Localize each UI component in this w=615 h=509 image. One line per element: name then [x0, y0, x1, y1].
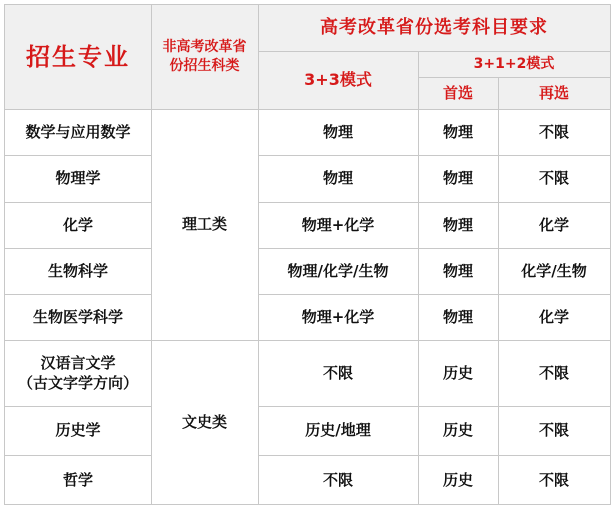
- row-first: 物理: [442, 307, 473, 326]
- row-second: 化学: [538, 215, 569, 234]
- row-second: 不限: [538, 470, 569, 489]
- table-border: [4, 4, 611, 505]
- row-second: 化学/生物: [521, 261, 587, 280]
- header-major: 招生专业: [26, 42, 130, 71]
- row-major-line1: 汉语言文学: [40, 353, 116, 372]
- grid-line: [5, 406, 151, 407]
- grid-line: [258, 5, 259, 505]
- grid-line: [258, 294, 610, 295]
- row-first: 物理: [442, 261, 473, 280]
- row-major-line2: （古文字学方向）: [17, 374, 138, 392]
- grid-line: [418, 51, 419, 505]
- row-major: 化学: [62, 215, 93, 234]
- grid-line: [258, 202, 610, 203]
- row-first: 历史: [442, 363, 473, 382]
- header-mode-33: 3+3模式: [304, 70, 372, 90]
- grid-line: [258, 248, 610, 249]
- row-first: 物理: [442, 215, 473, 234]
- header-non-reform-line1: 非高考改革省: [162, 39, 247, 56]
- grid-line: [258, 51, 610, 52]
- row-mode-33: 物理/化学/生物: [287, 261, 389, 280]
- row-mode-33: 物理: [322, 169, 353, 188]
- row-mode-33: 不限: [322, 470, 353, 489]
- row-major: 生物科学: [47, 261, 108, 280]
- row-major: 物理学: [55, 169, 101, 188]
- row-first: 物理: [442, 122, 473, 141]
- row-major: 生物医学科学: [32, 307, 123, 326]
- grid-line: [5, 294, 151, 295]
- row-mode-33: 物理+化学: [301, 307, 375, 326]
- grid-line: [258, 406, 610, 407]
- row-first: 物理: [442, 169, 473, 188]
- row-second: 不限: [538, 169, 569, 188]
- header-second: 再选: [538, 83, 569, 102]
- row-mode-33: 不限: [322, 363, 353, 382]
- grid-line: [5, 340, 610, 341]
- header-mode-312: 3+1+2模式: [473, 55, 555, 72]
- grid-line: [151, 5, 152, 505]
- grid-line: [5, 202, 151, 203]
- row-second: 化学: [538, 307, 569, 326]
- category-arts: 文史类: [181, 413, 227, 432]
- row-major: 哲学: [62, 470, 93, 489]
- row-major: 历史学: [55, 421, 101, 440]
- row-second: 不限: [538, 363, 569, 382]
- grid-line: [5, 248, 151, 249]
- row-major: 数学与应用数学: [25, 122, 131, 141]
- row-second: 不限: [538, 122, 569, 141]
- row-first: 历史: [442, 421, 473, 440]
- row-mode-33: 物理+化学: [301, 215, 375, 234]
- grid-line: [418, 77, 610, 78]
- header-reform-title: 高考改革省份选考科目要求: [320, 16, 548, 38]
- row-second: 不限: [538, 421, 569, 440]
- row-mode-33: 物理: [322, 122, 353, 141]
- row-mode-33: 历史/地理: [305, 421, 371, 440]
- grid-line: [258, 155, 610, 156]
- grid-line: [258, 455, 610, 456]
- grid-line: [498, 77, 499, 505]
- header-first: 首选: [442, 83, 473, 102]
- grid-line: [5, 109, 610, 110]
- grid-line: [5, 155, 151, 156]
- grid-line: [5, 455, 151, 456]
- category-science: 理工类: [181, 215, 227, 234]
- header-non-reform-line2: 份招生科类: [169, 58, 240, 74]
- row-first: 历史: [442, 470, 473, 489]
